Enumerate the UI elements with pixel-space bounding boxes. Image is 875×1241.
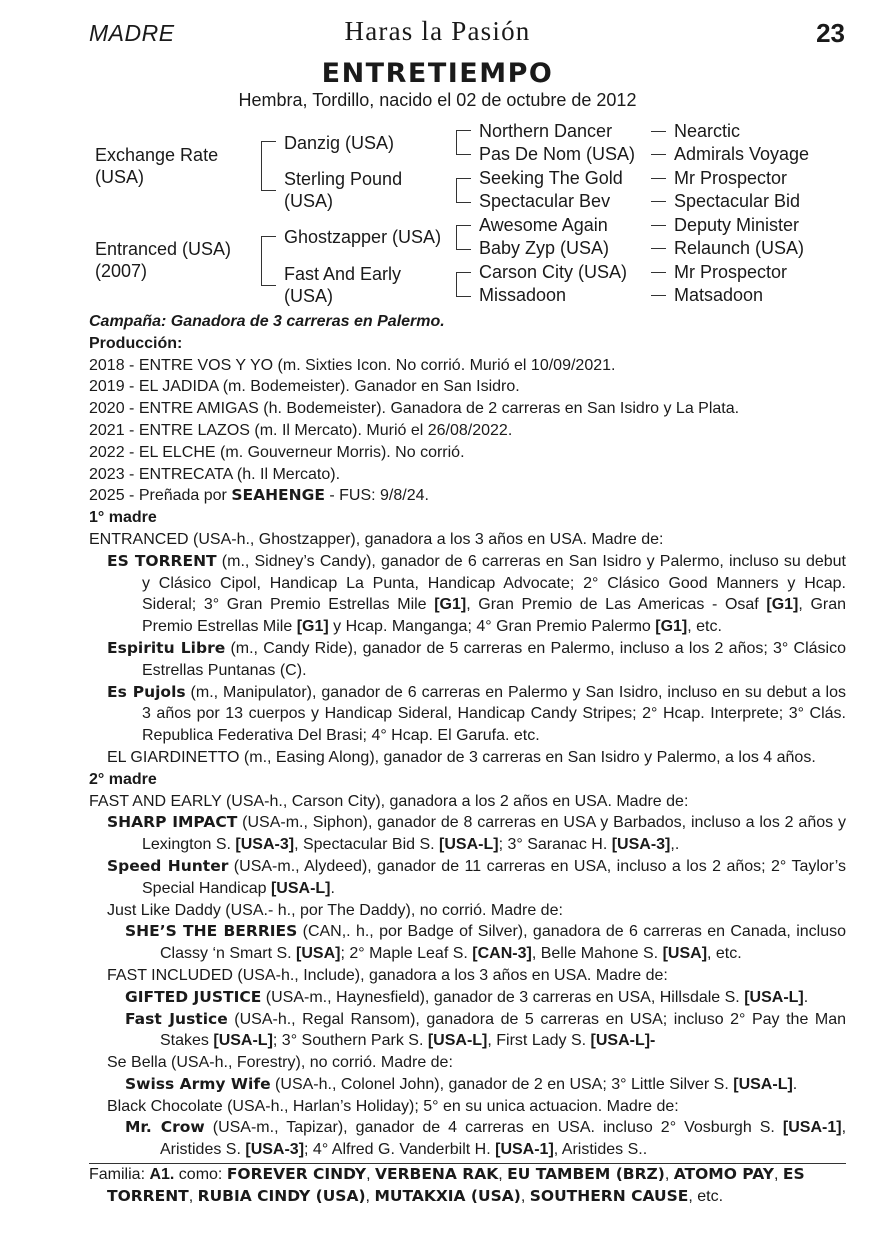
section-label: MADRE: [89, 20, 175, 46]
pedigree-dash: [651, 154, 666, 155]
pedigree-gen4-group: [674, 214, 804, 259]
pedigree-grandsire-text: (USA): [284, 286, 333, 306]
madre2-intro: FAST AND EARLY (USA-h., Carson City), ganadora a los 2 años en USA. Madre de:: [89, 792, 689, 810]
pedigree-dash: [651, 295, 666, 296]
pedigree-gen4: Admirals Voyage: [674, 144, 810, 164]
pedigree-dam-line2: (2007): [95, 261, 148, 281]
offspring-just-like-daddy: Just Like Daddy (USA.- h., por The Daddy), no corrió. Madre de:: [107, 901, 563, 919]
pedigree-gen3: Missadoon: [479, 285, 567, 305]
pedigree-gen3-group: [479, 214, 609, 259]
madre1-intro: ENTRANCED (USA-h., Ghostzapper), ganadora a los 3 años en USA. Madre de:: [89, 530, 664, 548]
produccion-heading: Producción:: [89, 334, 183, 352]
pedigree-gen4: Mr Prospector: [674, 262, 788, 282]
produccion-item: 2019 - EL JADIDA (m. Bodemeister). Ganador en San Isidro.: [89, 378, 520, 396]
pedigree-notes: [89, 311, 846, 1208]
pedigree-dash: [651, 225, 666, 226]
offspring-gifted-justice: GIFTED JUSTICE (USA-m., Haynesfield), ganador de 3 carreras en USA, Hillsdale S. [USA-L].: [125, 987, 809, 1006]
pedigree-sire-line1: Exchange Rate: [95, 145, 219, 165]
pedigree-gen3-group: [479, 261, 627, 306]
pedigree-gen4: Nearctic: [674, 121, 741, 141]
offspring-es-pujols: Es Pujols (m., Manipulator), ganador de 6 carreras en Palermo y San Isidro, incluso en su debut a los 3 años por 13 cuerpos y Handicap Sideral, Handicap Candy Stripes; 2° Hcap. Interprete; 3° Clás. Republica Federativa Del Brasi; 4° Hcap. El Garufa. etc.: [107, 682, 846, 745]
pedigree-gen4: Deputy Minister: [674, 215, 800, 235]
pedigree-sire-line2: (USA): [95, 167, 144, 187]
pedigree-grandsire: [284, 226, 441, 248]
horse-name: ENTRETIEMPO: [321, 58, 554, 89]
offspring-fast-justice: Fast Justice (USA-h., Regal Ransom), ganadora de 5 carreras en USA; incluso 2° Pay the Man Stakes [USA-L]; 3° Southern Park S. [USA-L], First Lady S. [USA-L]-: [125, 1009, 847, 1050]
offspring-shes-the-berries: SHE’S THE BERRIES (CAN,. h., por Badge of Silver), ganadora de 6 carreras en Canada, incluso Classy ‘n Smart S. [USA]; 2° Maple Leaf S. [CAN-3], Belle Mahone S. [USA], etc.: [125, 922, 846, 963]
pedigree-gen3: Baby Zyp (USA): [479, 238, 610, 258]
pedigree-gen3: Pas De Nom (USA): [479, 144, 636, 164]
pedigree-bracket: [456, 130, 471, 155]
produccion-item: 2022 - EL ELCHE (m. Gouverneur Morris). No corrió.: [89, 443, 465, 461]
pedigree-gen3: Spectacular Bev: [479, 191, 611, 211]
pedigree-gen3: Carson City (USA): [479, 262, 628, 282]
offspring-swiss-army-wife: Swiss Army Wife (USA-h., Colonel John), ganador de 2 en USA; 3° Little Silver S. [USA-L].: [125, 1074, 798, 1093]
pedigree-dam: [95, 238, 231, 282]
stud-title: Haras la Pasión: [344, 16, 531, 46]
offspring-sharp-impact: SHARP IMPACT (USA-m., Siphon), ganador de 8 carreras en USA y Barbados, incluso a los 2 años y Lexington S. [USA-3], Spectacular Bid S. [USA-L]; 3° Saranac H. [USA-3],.: [107, 813, 846, 854]
pedigree-gen4-group: [674, 120, 809, 165]
pedigree-grandsire: [284, 132, 394, 154]
pedigree-gen4: Relaunch (USA): [674, 238, 805, 258]
pedigree-gen4: Spectacular Bid: [674, 191, 801, 211]
produccion-item: 2021 - ENTRE LAZOS (m. Il Mercato). Murió el 26/08/2022.: [89, 421, 513, 439]
pedigree-grandsire-text: Fast And Early: [284, 264, 402, 284]
offspring-el-giardinetto: EL GIARDINETTO (m., Easing Along), ganador de 3 carreras en San Isidro y Palermo, a los 4 años.: [107, 748, 816, 766]
pedigree-grandsire: [284, 168, 402, 212]
pedigree-gen3: Northern Dancer: [479, 121, 613, 141]
offspring-black-chocolate: Black Chocolate (USA-h., Harlan’s Holiday); 5° en su unica actuacion. Madre de:: [107, 1097, 679, 1115]
madre1-heading: 1° madre: [89, 509, 157, 527]
produccion-item: 2023 - ENTRECATA (h. Il Mercato).: [89, 465, 341, 483]
pedigree-grandsire-text: Ghostzapper (USA): [284, 227, 442, 247]
pedigree-gen4-group: [674, 261, 787, 306]
campaign-line: Campaña: Ganadora de 3 carreras en Palermo.: [89, 313, 445, 330]
pedigree-bracket: [456, 225, 471, 250]
produccion-item: 2018 - ENTRE VOS Y YO (m. Sixties Icon. No corrió. Murió el 10/09/2021.: [89, 356, 616, 374]
offspring-mr-crow: Mr. Crow (USA-m., Tapizar), ganador de 4 carreras en USA. incluso 2° Vosburgh S. [USA-1], Aristides S. [USA-3]; 4° Alfred G. Vanderbilt H. [USA-1], Aristides S..: [125, 1118, 847, 1159]
pedigree-gen3: Awesome Again: [479, 215, 608, 235]
produccion-item: 2020 - ENTRE AMIGAS (h. Bodemeister). Ganadora de 2 carreras en San Isidro y La Plata.: [89, 400, 740, 418]
pedigree-dash: [651, 201, 666, 202]
horse-subtitle: Hembra, Tordillo, nacido el 02 de octubre de 2012: [238, 90, 637, 110]
offspring-speed-hunter: Speed Hunter (USA-m., Alydeed), ganador de 11 carreras en USA, incluso a los 2 años; 2° Taylor’s Special Handicap [USA-L].: [107, 856, 846, 897]
pedigree-dash: [651, 131, 666, 132]
familia-line: Familia: A1. como: FOREVER CINDY, VERBENA RAK, EU TAMBEM (BRZ), ATOMO PAY, ES TORRENT, RUBIA CINDY (USA), MUTAKXIA (USA), SOUTHERN CAUSE, etc.: [89, 1165, 805, 1205]
pedigree-gen3: Seeking The Gold: [479, 168, 623, 188]
pedigree-gen3-group: [479, 167, 623, 212]
pedigree-grandsire-text: Danzig (USA): [284, 133, 395, 153]
pedigree-grandsire-text: Sterling Pound: [284, 169, 403, 189]
pedigree-bracket: [456, 178, 471, 203]
pedigree-gen4: Matsadoon: [674, 285, 764, 305]
pedigree-dash: [651, 272, 666, 273]
pedigree-dash: [651, 248, 666, 249]
pedigree-dash: [651, 178, 666, 179]
pedigree-gen3-group: [479, 120, 635, 165]
pedigree-sire: [95, 144, 218, 188]
pedigree-gen4-group: [674, 167, 800, 212]
pedigree-dam-line1: Entranced (USA): [95, 239, 232, 259]
produccion-item: 2025 - Preñada por SEAHENGE - FUS: 9/8/24.: [89, 486, 429, 505]
pedigree-grandsire: [284, 263, 401, 307]
offspring-se-bella: Se Bella (USA-h., Forestry), no corrió. Madre de:: [107, 1054, 453, 1072]
page-number: 23: [816, 18, 845, 48]
madre2-heading: 2° madre: [89, 770, 157, 788]
pedigree-bracket: [261, 141, 276, 191]
pedigree-bracket: [261, 236, 276, 286]
offspring-es-torrent: ES TORRENT (m., Sidney’s Candy), ganador de 6 carreras en San Isidro y Palermo, incluso su debut y Clásico Cipol, Handicap La Punta, Handicap Advocate; 2° Clásico Good Manners y Hcap. Sideral; 3° Gran Premio Estrellas Mile [G1], Gran Premio de Las Americas - Osaf [G1], Gran Premio Estrellas Mile [G1] y Hcap. Manganga; 4° Gran Premio Palermo [G1], etc.: [107, 551, 847, 636]
pedigree-bracket: [456, 272, 471, 297]
pedigree-gen4: Mr Prospector: [674, 168, 788, 188]
offspring-fast-included: FAST INCLUDED (USA-h., Include), ganadora a los 3 años en USA. Madre de:: [107, 966, 668, 984]
pedigree-grandsire-text: (USA): [284, 191, 333, 211]
offspring-espiritu-libre: Espiritu Libre (m., Candy Ride), ganador de 5 carreras en Palermo, incluso a los 2 años; 3° Clásico Estrellas Puntanas (C).: [107, 638, 846, 679]
